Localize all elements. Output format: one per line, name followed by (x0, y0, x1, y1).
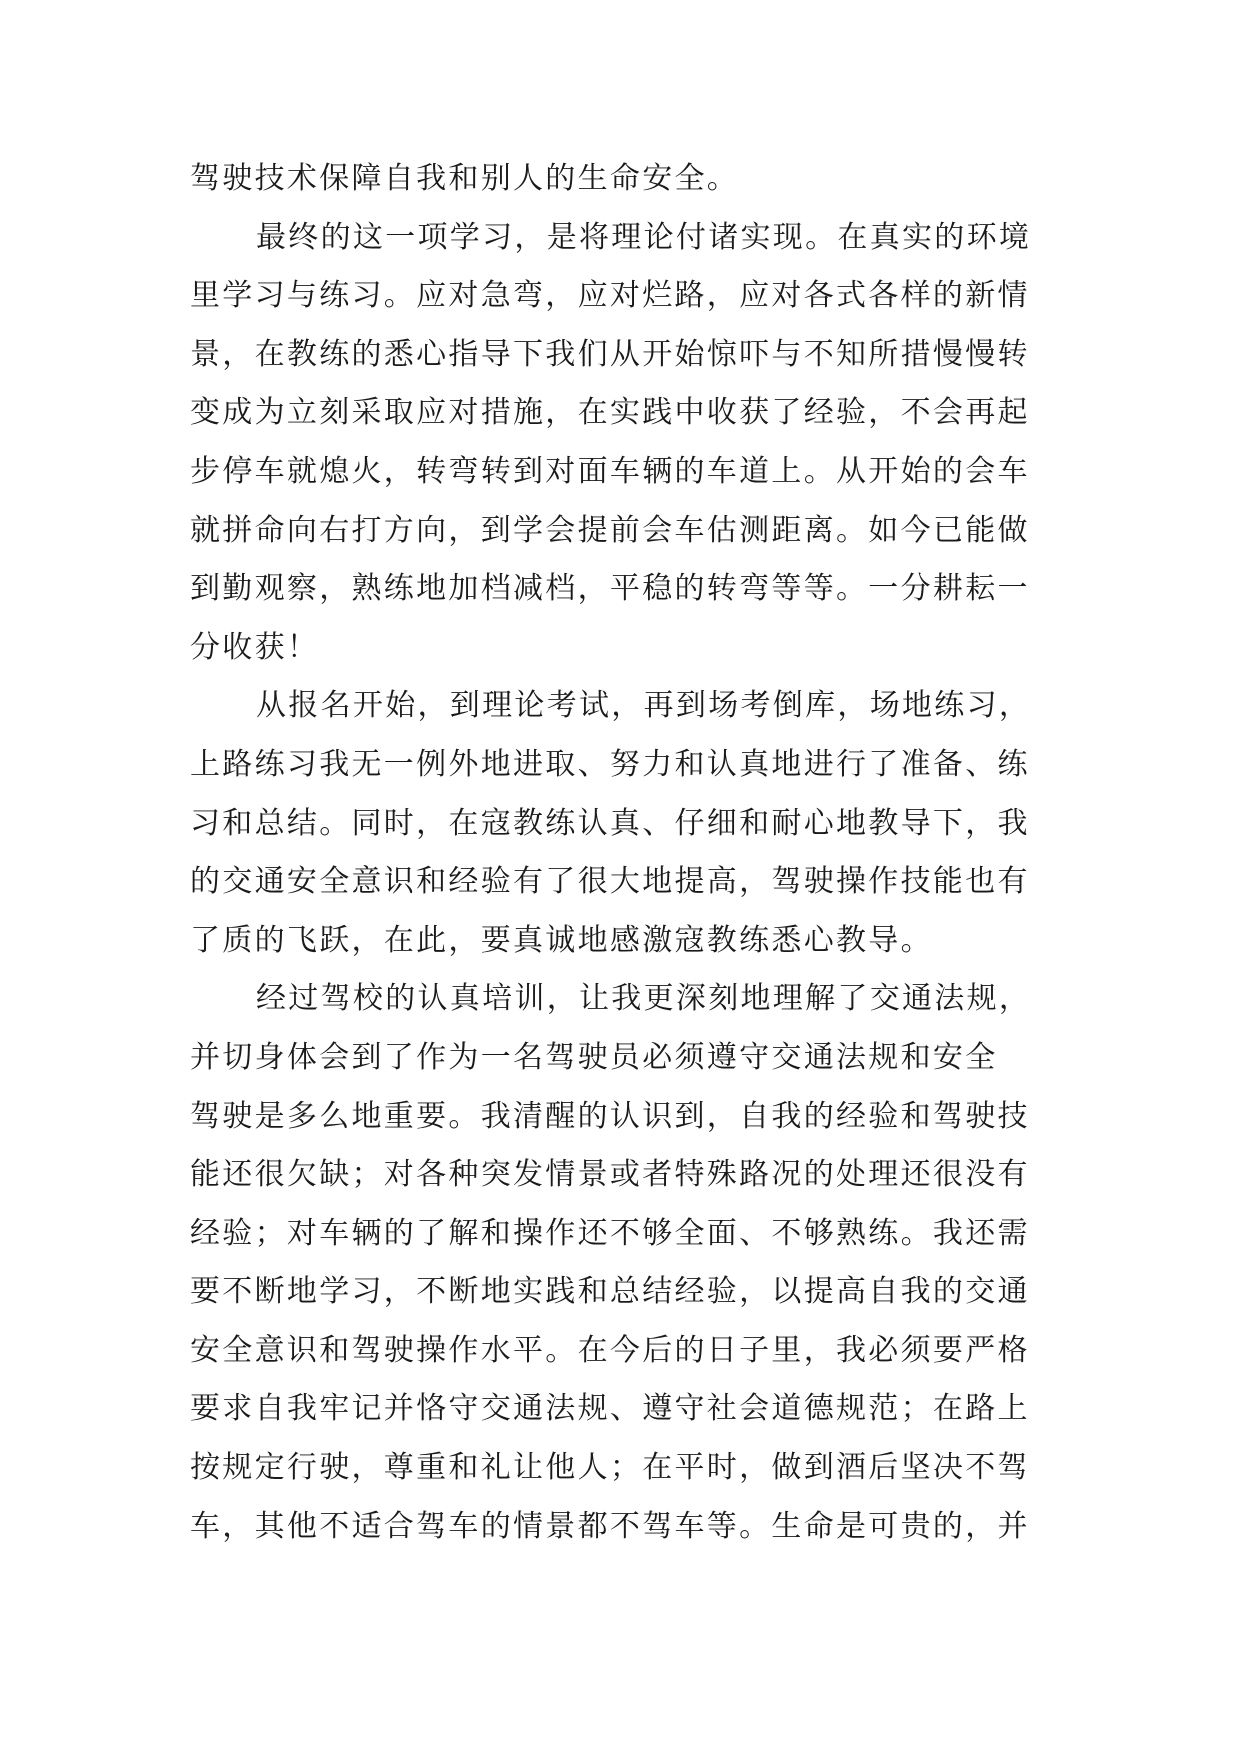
paragraph-3-line-4: 的交通安全意识和经验有了很大地提高，驾驶操作技能也有 (190, 864, 1030, 900)
paragraph-2-line-4: 变成为立刻采取应对措施，在实践中收获了经验，不会再起 (190, 395, 1030, 431)
paragraph-1-line-1: 驾驶技术保障自我和别人的生命安全。 (190, 161, 740, 196)
paragraph-2-line-5: 步停车就熄火，转弯转到对面车辆的车道上。从开始的会车 (190, 453, 1030, 489)
paragraph-3-line-3: 习和总结。同时，在寇教练认真、仔细和耐心地教导下，我 (190, 805, 1030, 841)
paragraph-4-line-2: 并切身体会到了作为一名驾驶员必须遵守交通法规和安全 (190, 1039, 998, 1075)
paragraph-3-line-1: 从报名开始，到理论考试，再到场考倒库，场地练习， (256, 688, 1032, 724)
paragraph-4-line-5: 经验；对车辆的了解和操作还不够全面、不够熟练。我还需 (190, 1215, 1030, 1251)
paragraph-2-line-3: 景，在教练的悉心指导下我们从开始惊吓与不知所措慢慢转 (190, 336, 1030, 372)
paragraph-2-line-7: 到勤观察，熟练地加档减档，平稳的转弯等等。一分耕耘一 (190, 571, 1030, 607)
body-text (190, 150, 1060, 1556)
paragraph-4-line-4: 能还很欠缺；对各种突发情景或者特殊路况的处理还很没有 (190, 1157, 1030, 1193)
paragraph-4-line-6: 要不断地学习，不断地实践和总结经验，以提高自我的交通 (190, 1274, 1030, 1310)
paragraph-2-line-1: 最终的这一项学习，是将理论付诸实现。在真实的环境 (256, 219, 1032, 255)
paragraph-2-line-2: 里学习与练习。应对急弯，应对烂路，应对各式各样的新情 (190, 278, 1030, 314)
paragraph-3-line-2: 上路练习我无一例外地进取、努力和认真地进行了准备、练 (190, 746, 1030, 782)
paragraph-4-line-9: 按规定行驶，尊重和礼让他人；在平时，做到酒后坚决不驾 (190, 1450, 1030, 1486)
paragraph-4-line-10: 车，其他不适合驾车的情景都不驾车等。生命是可贵的，并 (190, 1508, 1030, 1544)
paragraph-4-line-8: 要求自我牢记并恪守交通法规、遵守社会道德规范；在路上 (190, 1391, 1030, 1427)
paragraph-2-line-6: 就拼命向右打方向，到学会提前会车估测距离。如今已能做 (190, 512, 1030, 548)
paragraph-4-line-1: 经过驾校的认真培训，让我更深刻地理解了交通法规， (256, 981, 1032, 1017)
paragraph-2-line-8: 分收获！ (190, 629, 320, 665)
paragraph-3-line-5: 了质的飞跃，在此，要真诚地感激寇教练悉心教导。 (190, 922, 933, 958)
paragraph-4-line-3: 驾驶是多么地重要。我清醒的认识到，自我的经验和驾驶技 (190, 1098, 1030, 1134)
paragraph-4-line-7: 安全意识和驾驶操作水平。在今后的日子里，我必须要严格 (190, 1332, 1030, 1368)
